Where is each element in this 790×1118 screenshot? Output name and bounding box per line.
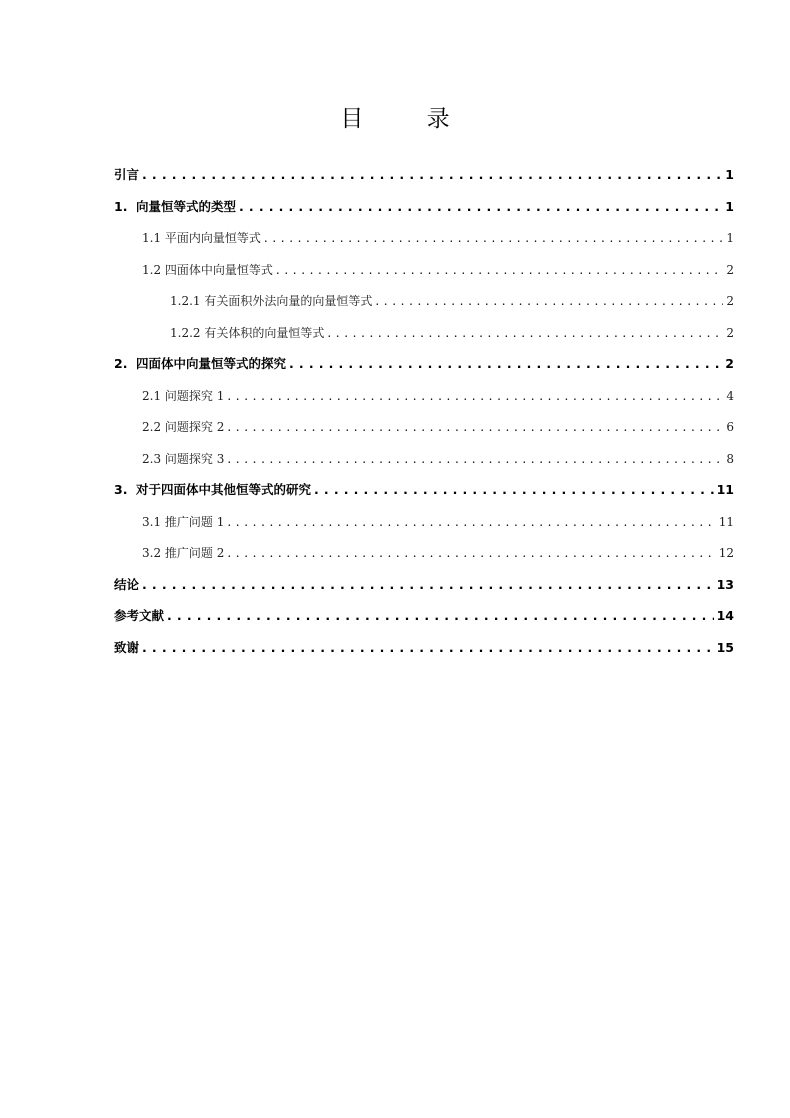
toc-entry[interactable] bbox=[114, 480, 734, 512]
toc-entry-text: 2.1 问题探究 1 bbox=[142, 388, 225, 403]
toc-entry-text: 3.2 推广问题 2 bbox=[142, 546, 225, 560]
toc-entry-label bbox=[142, 228, 261, 248]
dot-leader bbox=[227, 417, 723, 437]
toc-entry-number: 1. bbox=[114, 198, 128, 214]
toc-entry-label bbox=[114, 197, 236, 217]
toc-entry-number: 3. bbox=[114, 482, 128, 497]
toc-page-number: 6 bbox=[726, 420, 734, 434]
toc-entry[interactable] bbox=[114, 606, 734, 638]
toc-entry-text: 结论 bbox=[114, 576, 140, 592]
toc-entry-label bbox=[142, 512, 224, 532]
toc-entry[interactable] bbox=[114, 197, 734, 229]
toc-entry-label bbox=[170, 323, 324, 343]
dot-leader bbox=[264, 228, 723, 248]
toc-page-number: 11 bbox=[716, 482, 734, 497]
toc-entry-text: 致谢 bbox=[114, 639, 140, 655]
toc-entry-text: 1.2.1 有关面积外法向量的向量恒等式 bbox=[170, 294, 373, 308]
toc-entry[interactable] bbox=[114, 512, 734, 544]
toc-page-number: 1 bbox=[726, 231, 734, 245]
toc-entry-label bbox=[114, 606, 164, 626]
toc-page-number: 2 bbox=[725, 356, 734, 371]
toc-entry-label bbox=[142, 543, 224, 563]
dot-leader bbox=[375, 291, 723, 311]
toc-entry-label bbox=[142, 260, 273, 280]
toc-entry-text: 1.1 平面内向量恒等式 bbox=[142, 231, 261, 245]
dot-leader bbox=[227, 449, 723, 469]
dot-leader bbox=[142, 638, 714, 658]
toc-page-number: 2 bbox=[726, 325, 734, 340]
toc-entry-label bbox=[114, 354, 286, 374]
toc-page-number: 8 bbox=[726, 451, 734, 466]
toc-entry-label bbox=[170, 291, 372, 311]
toc-entry[interactable] bbox=[114, 260, 734, 292]
toc-entry[interactable] bbox=[114, 354, 734, 386]
toc-entry-text: 向量恒等式的类型 bbox=[136, 198, 237, 214]
page-title: 目 录 bbox=[340, 106, 478, 132]
toc-entry[interactable] bbox=[114, 228, 734, 260]
toc-entry-label bbox=[114, 575, 139, 595]
dot-leader bbox=[327, 323, 723, 343]
toc-page-number: 2 bbox=[726, 294, 734, 308]
toc-entry[interactable] bbox=[114, 449, 734, 481]
dot-leader bbox=[239, 197, 722, 217]
dot-leader bbox=[276, 260, 723, 280]
dot-leader bbox=[227, 543, 715, 563]
toc-entry[interactable] bbox=[114, 323, 734, 355]
toc-page-number: 14 bbox=[716, 608, 734, 623]
toc-entry-label bbox=[114, 638, 139, 658]
toc-entry-label bbox=[142, 386, 224, 406]
toc-entry-text: 引言 bbox=[114, 167, 140, 182]
toc-entry[interactable] bbox=[114, 543, 734, 575]
toc-entry-text: 1.2 四面体中向量恒等式 bbox=[142, 262, 273, 277]
dot-leader bbox=[167, 606, 714, 626]
toc-entry-label bbox=[114, 480, 311, 500]
dot-leader bbox=[142, 575, 714, 595]
toc-entry[interactable] bbox=[114, 575, 734, 607]
dot-leader bbox=[227, 512, 715, 532]
toc-page-number: 12 bbox=[718, 546, 734, 560]
toc-entry-label bbox=[114, 165, 139, 185]
toc-entry-text: 对于四面体中其他恒等式的研究 bbox=[136, 482, 312, 497]
dot-leader bbox=[314, 480, 714, 500]
toc-entry[interactable] bbox=[114, 417, 734, 449]
dot-leader bbox=[227, 386, 723, 406]
toc-page-number: 1 bbox=[725, 198, 734, 214]
toc-page-number: 4 bbox=[726, 388, 734, 403]
toc-entry-number: 2. bbox=[114, 356, 128, 371]
toc-entry-label bbox=[142, 449, 224, 469]
toc-page-number: 2 bbox=[726, 262, 734, 277]
toc-page-number: 13 bbox=[716, 576, 734, 592]
toc-entry[interactable] bbox=[114, 638, 734, 670]
toc-page-number: 11 bbox=[718, 514, 734, 529]
toc-page-number: 1 bbox=[725, 167, 734, 182]
toc-entry-text: 四面体中向量恒等式的探究 bbox=[136, 356, 287, 371]
toc-entry-text: 1.2.2 有关体积的向量恒等式 bbox=[170, 325, 325, 340]
toc-entry[interactable] bbox=[114, 291, 734, 323]
toc-entry-text: 2.2 问题探究 2 bbox=[142, 420, 225, 434]
dot-leader bbox=[289, 354, 722, 374]
toc-entry[interactable] bbox=[114, 165, 734, 197]
toc-entry-text: 参考文献 bbox=[114, 608, 165, 623]
toc-entry-text: 2.3 问题探究 3 bbox=[142, 451, 225, 466]
table-of-contents bbox=[114, 165, 734, 669]
toc-entry-label bbox=[142, 417, 224, 437]
toc-entry[interactable] bbox=[114, 386, 734, 418]
toc-page-number: 15 bbox=[716, 639, 734, 655]
dot-leader bbox=[142, 165, 722, 185]
toc-entry-text: 3.1 推广问题 1 bbox=[142, 514, 225, 529]
